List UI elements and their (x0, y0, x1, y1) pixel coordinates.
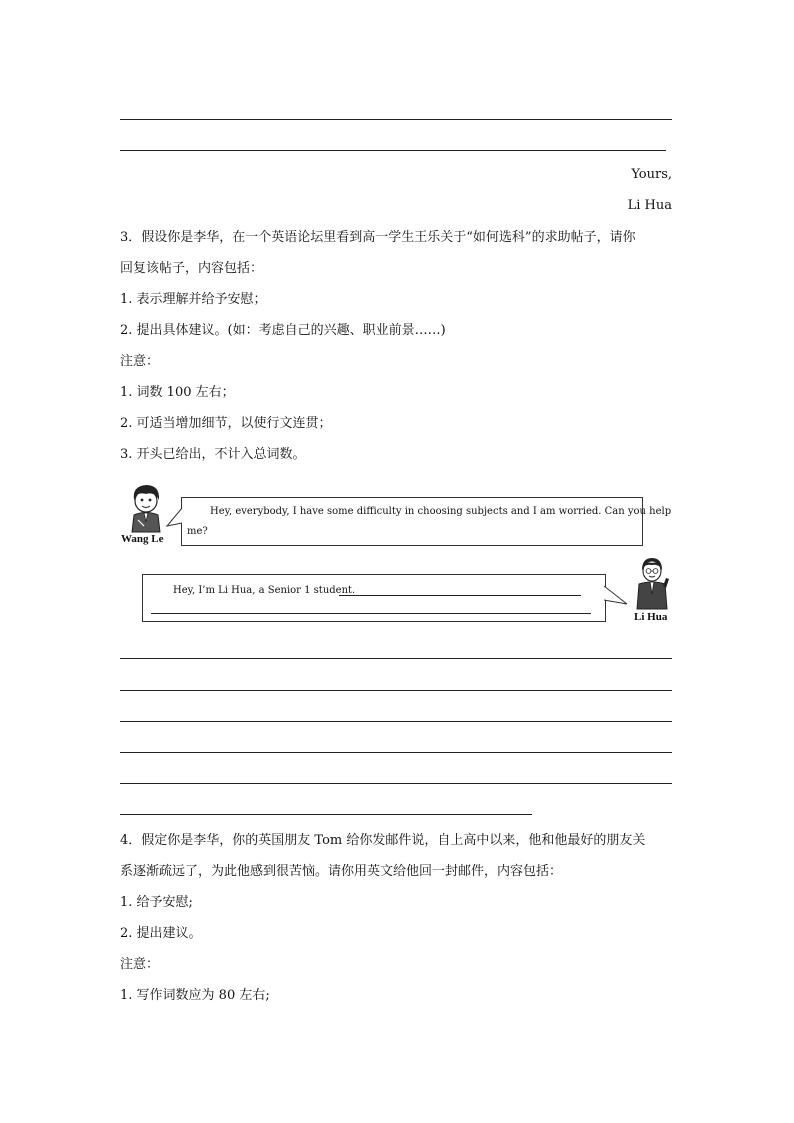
wang-le-bubble-tail (166, 507, 183, 529)
writing-line (120, 721, 672, 722)
li-hua-bubble-tail (603, 584, 629, 608)
writing-line (120, 119, 672, 120)
writing-line (120, 783, 672, 784)
li-hua-name: Li Hua (634, 611, 668, 623)
wang-le-cartoon (122, 482, 172, 534)
wang-le-text-line1: Hey, everybody, I have some difficulty in choosing subjects and I am worried. Can you help (210, 506, 672, 517)
closing-yours: Yours, (631, 167, 672, 182)
q3-item-1: 1. 表示理解并给予安慰； (120, 292, 267, 307)
writing-line (120, 814, 532, 815)
q4-prompt-line2: 系逐渐疏远了，为此他感到很苦恼。请你用英文给他回一封邮件，内容包括： (120, 864, 563, 879)
q4-item-1: 1. 给予安慰; (120, 895, 193, 910)
wang-le-speech-bubble (181, 497, 672, 546)
wang-le-text-line2: me? (187, 526, 208, 537)
q3-prompt-line2: 回复该帖子，内容包括： (120, 261, 264, 276)
q3-note-2: 2. 可适当增加细节，以使行文连贯； (120, 416, 332, 431)
q3-note-1: 1. 词数 100 左右； (120, 385, 235, 400)
writing-line (120, 690, 672, 691)
writing-line (120, 658, 672, 659)
q3-prompt-line1: 3．假设你是李华，在一个英语论坛里看到高一学生王乐关于“如何选科”的求助帖子，请你 (120, 230, 636, 245)
wang-le-name: Wang Le (121, 533, 164, 545)
q4-note-label: 注意： (120, 957, 160, 972)
q4-note-1: 1. 写作词数应为 80 左右; (120, 988, 270, 1003)
q4-item-2: 2. 提出建议。 (120, 926, 202, 941)
q3-item-2: 2. 提出具体建议。(如：考虑自己的兴趣、职业前景……) (120, 323, 446, 338)
writing-line (120, 150, 666, 151)
q3-note-label: 注意： (120, 354, 160, 369)
li-hua-speech-bubble (142, 574, 606, 622)
li-hua-answer-line (151, 613, 591, 614)
q3-note-3: 3. 开头已给出，不计入总词数。 (120, 447, 306, 462)
writing-line (120, 752, 672, 753)
li-hua-text: Hey, I’m Li Hua, a Senior 1 student. (173, 585, 356, 596)
li-hua-answer-line (339, 595, 581, 596)
li-hua-cartoon (632, 556, 672, 610)
q4-prompt-line1: 4．假定你是李华，你的英国朋友 Tom 给你发邮件说，自上高中以来，他和他最好的朋友关 (120, 833, 646, 848)
closing-signature: Li Hua (627, 198, 672, 213)
